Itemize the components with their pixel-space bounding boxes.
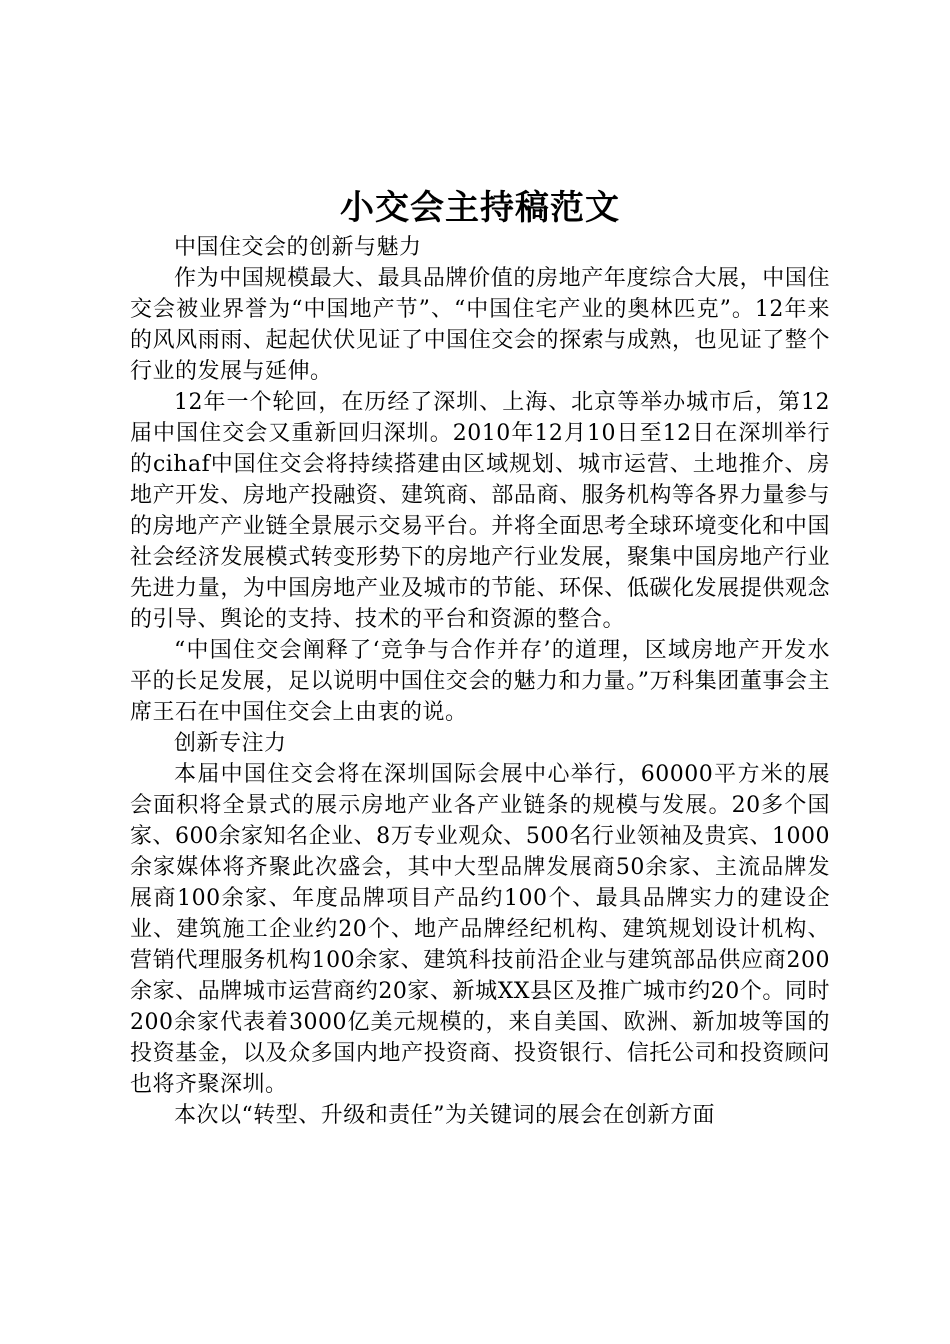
section-heading: 创新专注力: [174, 731, 287, 756]
section-heading: 中国住交会的创新与魅力: [174, 235, 422, 260]
body-paragraph: 12年一个轮回，在历经了深圳、上海、北京等举办城市后，第12届中国住交会又重新回归深圳。2010年12月10日至12日在深圳举行的cihaf中国住交会将持续搭建由区域规划、城市运营、土地推介、房地产开发、房地产投融资、建筑商、部品商、服务机构等各界力量参与的房地产产业链全景展示交易平台。并将全面思考全球环境变化和中国社会经济发展模式转变形势下的房地产行业发展，聚集中国房地产行业先进力量，为中国房地产业及城市的节能、环保、低碳化发展提供观念的引导、舆论的支持、技术的平台和资源的整合。: [130, 390, 830, 632]
body-paragraph: 本次以“转型、升级和责任”为关键词的展会在创新方面: [174, 1103, 715, 1128]
document-page: [130, 188, 830, 1131]
body-paragraph: 作为中国规模最大、最具品牌价值的房地产年度综合大展，中国住交会被业界誉为“中国地产节”、“中国住宅产业的奥林匹克”。12年来的风风雨雨、起起伏伏见证了中国住交会的探索与成熟，也见证了整个行业的发展与延伸。: [130, 266, 830, 384]
document-title: 小交会主持稿范文: [340, 188, 620, 228]
body-paragraph: 本届中国住交会将在深圳国际会展中心举行，60000平方米的展会面积将全景式的展示房地产业各产业链条的规模与发展。20多个国家、600余家知名企业、8万专业观众、500名行业领袖及贵宾、1000余家媒体将齐聚此次盛会，其中大型品牌发展商50余家、主流品牌发展商100余家、年度品牌项目产品约100个、最具品牌实力的建设企业、建筑施工企业约20个、地产品牌经纪机构、建筑规划设计机构、营销代理服务机构100余家、建筑科技前沿企业与建筑部品供应商200余家、品牌城市运营商约20家、新城XX县区及推广城市约20个。同时200余家代表着3000亿美元规模的，来自美国、欧洲、新加坡等国的投资基金，以及众多国内地产投资商、投资银行、信托公司和投资顾问也将齐聚深圳。: [130, 762, 830, 1097]
body-paragraph: “中国住交会阐释了‘竞争与合作并存’的道理，区域房地产开发水平的长足发展，足以说明中国住交会的魅力和力量。”万科集团董事会主席王石在中国住交会上由衷的说。: [130, 638, 830, 725]
